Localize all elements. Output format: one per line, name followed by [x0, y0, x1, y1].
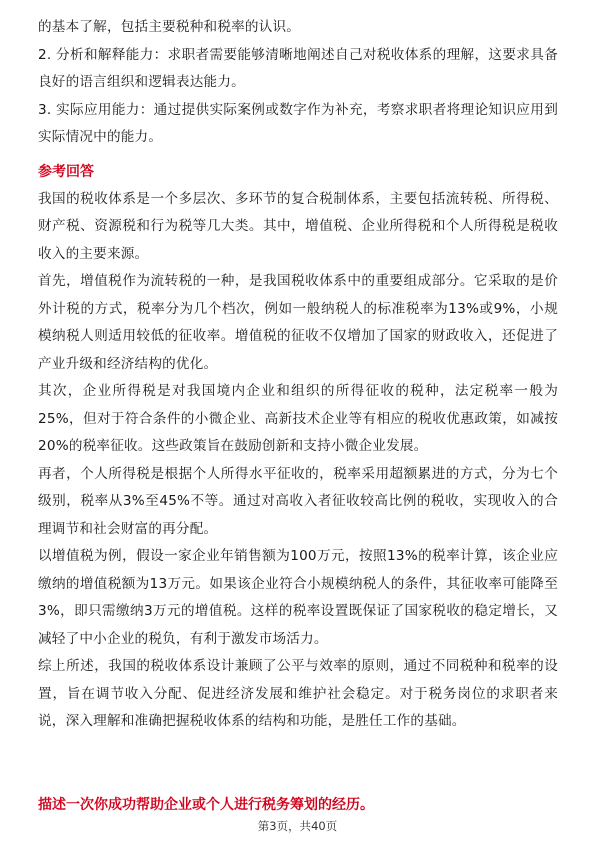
intro-paragraph: 的基本了解，包括主要税种和税率的认识。	[38, 19, 301, 35]
answer-paragraph: 综上所述，我国的税收体系设计兼顾了公平与效率的原则，通过不同税种和税率的设置，旨在调节收入分配、促进经济发展和维护社会稳定。对于税务岗位的求职者来说，深入理解和准确把握税收体系的结构和功能，是胜任工作的基础。	[38, 658, 558, 729]
intro-paragraph: 3. 实际应用能力：通过提供实际案例或数字作为补充，考察求职者将理论知识应用到实际情况中的能力。	[38, 101, 558, 145]
intro-paragraph: 2. 分析和解释能力：求职者需要能够清晰地阐述自己对税收体系的理解，这要求具备良好的语言组织和逻辑表达能力。	[38, 46, 558, 90]
page-number-footer: 第3页，共40页	[257, 819, 338, 833]
answer-heading: 参考回答	[38, 163, 94, 180]
answer-paragraph: 其次，企业所得税是对我国境内企业和组织的所得征收的税种，法定税率一般为25%，但对于符合条件的小微企业、高新技术企业等有相应的税收优惠政策，如减按20%的税率征收。这些政策旨在鼓励创新和支持小微企业发展。	[38, 383, 558, 454]
page-content	[38, 14, 558, 736]
answer-paragraph: 首先，增值税作为流转税的一种，是我国税收体系中的重要组成部分。它采取的是价外计税的方式，税率分为几个档次，例如一般纳税人的标准税率为13%或9%，小规模纳税人则适用较低的征收率。增值税的征收不仅增加了国家的财政收入，还促进了产业升级和经济结构的优化。	[38, 273, 558, 372]
answer-paragraph: 以增值税为例，假设一家企业年销售额为100万元，按照13%的税率计算，该企业应缴纳的增值税额为13万元。如果该企业符合小规模纳税人的条件，其征收率可能降至3%，即只需缴纳3万元的增值税。这样的税率设置既保证了国家税收的稳定增长，又减轻了中小企业的税负，有利于激发市场活力。	[38, 548, 558, 647]
next-question: 描述一次你成功帮助企业或个人进行税务筹划的经历。	[38, 797, 374, 813]
answer-paragraph: 再者，个人所得税是根据个人所得水平征收的，税率采用超额累进的方式，分为七个级别，税率从3%至45%不等。通过对高收入者征收较高比例的税收，实现收入的合理调节和社会财富的再分配。	[38, 465, 558, 537]
answer-paragraph: 我国的税收体系是一个多层次、多环节的复合税制体系，主要包括流转税、所得税、财产税、资源税和行为税等几大类。其中，增值税、企业所得税和个人所得税是税收收入的主要来源。	[38, 190, 558, 262]
